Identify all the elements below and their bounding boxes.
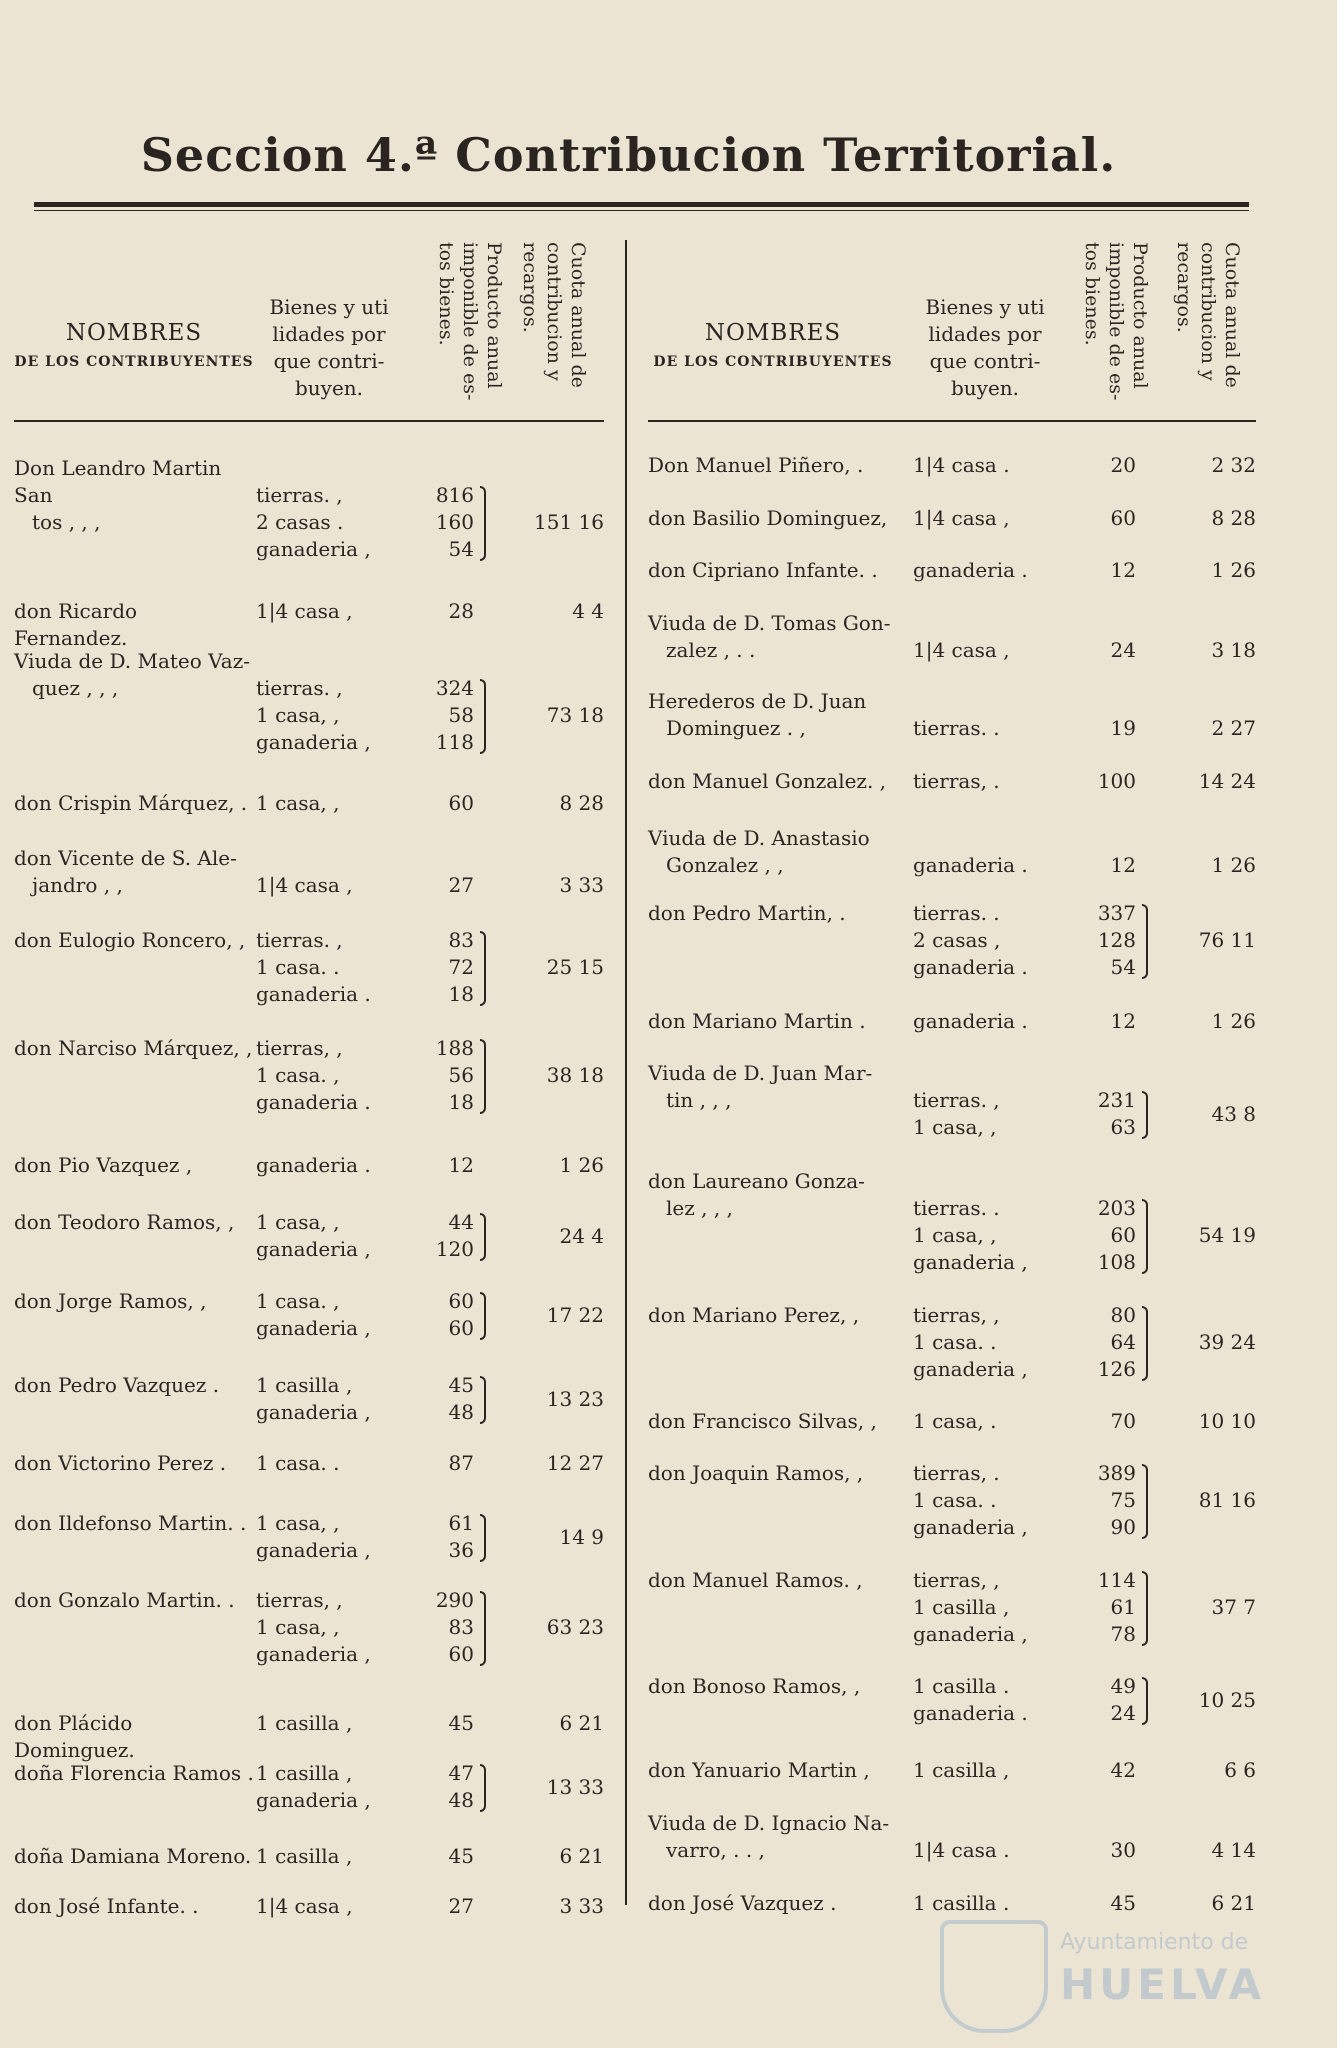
contributor-name [14,1209,254,1236]
cuota-value: 12 27 [546,1451,604,1475]
product-value: 54 [448,537,474,561]
table-header [14,240,604,422]
header-bienes-line: buyen. [294,376,364,400]
contributor-name [648,825,898,879]
property-item: 1 casilla , [256,1761,353,1785]
product-value: 118 [435,730,474,754]
product-value: 45 [448,1844,474,1868]
contributor-name-line: doña Damiana Moreno. [14,1844,252,1868]
property-item: tierras. . [913,1196,1000,1220]
contributor-name [648,1890,898,1917]
contributor-name [14,1893,254,1920]
product-value: 20 [1110,453,1136,477]
contributor-name-line: don Pio Vazquez , [14,1153,193,1177]
cuota-value: 6 21 [1211,1891,1256,1915]
header-bienes-line: que contri- [273,349,385,373]
header-nombres [14,320,254,370]
property-item: 1|4 casa . [913,453,1010,477]
brace [480,679,486,754]
contributor-name-line: varro, . . , [666,1838,765,1862]
contributor-name [14,927,254,954]
product-value: 64 [1110,1330,1136,1354]
watermark-line2: HUELVA [1060,1960,1266,2009]
property-item: ganaderia , [913,1515,1028,1539]
property-item: tierras, , [256,1036,343,1060]
product-value: 389 [1097,1461,1136,1485]
property-item: tierras. . [913,716,1000,740]
product-value: 108 [1097,1250,1136,1274]
contributor-name-line: lez , , , [666,1196,733,1220]
header-producto: Producto anual imponible de es- tos bienes. [1081,242,1151,401]
product-value: 49 [1110,1674,1136,1698]
contributor-name [648,505,898,532]
cuota-value: 63 23 [546,1615,604,1639]
product-value: 47 [448,1761,474,1785]
contributor-name-line: don Ildefonso Martin. . [14,1511,247,1535]
product-value: 48 [448,1400,474,1424]
property-item: ganaderia . [913,558,1028,582]
cuota-value: 54 19 [1198,1223,1256,1247]
cuota-value: 8 28 [559,791,604,815]
contributor-name-line: Viuda de D. Juan Mar- [648,1061,873,1085]
property-item: tierras. , [256,483,343,507]
property-item: 1 casilla , [913,1758,1010,1782]
cuota-value: 1 26 [1211,558,1256,582]
contributor-name [14,1288,254,1315]
product-value: 45 [448,1711,474,1735]
product-value: 324 [435,676,474,700]
product-value: 188 [435,1036,474,1060]
product-value: 120 [435,1237,474,1261]
brace [1142,904,1148,979]
property-item: ganaderia . [913,955,1028,979]
contributor-name [648,1757,898,1784]
contributor-name-line: Don Leandro Martin San [14,456,222,507]
contributor-name [648,610,898,664]
property-item: 1|4 casa . [913,1838,1010,1862]
product-value: 114 [1097,1568,1136,1592]
contributor-name-line: don Mariano Martin . [648,1009,866,1033]
header-bienes-line: Bienes y uti [925,295,1045,319]
product-value: 27 [448,1894,474,1918]
property-item: tierras, . [913,769,1000,793]
contributor-name-line: don Manuel Gonzalez. , [648,769,887,793]
contributor-name-line: don Ricardo Fernandez. [14,599,138,650]
brace [480,1292,486,1340]
product-value: 54 [1110,955,1136,979]
contributor-name-line: don José Vazquez . [648,1891,837,1915]
property-item: 1 casa, , [256,1210,340,1234]
property-item: 1 casa. . [913,1488,997,1512]
contributor-name [648,1008,898,1035]
product-value: 58 [448,703,474,727]
contributor-name [14,1450,254,1477]
contributor-name-line: don Vicente de S. Ale- [14,846,237,870]
property-item: 1 casa, , [913,1115,997,1139]
contributor-name-line: don Manuel Ramos. , [648,1568,863,1592]
brace [480,1514,486,1562]
contributor-name-line: Viuda de D. Mateo Vaz- [14,649,250,673]
property-item: tierras, , [913,1303,1000,1327]
product-value: 83 [448,1615,474,1639]
property-item: 1|4 casa , [913,506,1010,530]
cuota-value: 13 33 [546,1774,604,1799]
contributor-name [14,790,254,817]
product-value: 60 [448,1289,474,1313]
property-item: ganaderia , [913,1250,1028,1274]
property-item: tierras. , [913,1088,1000,1112]
contributor-name-line: don Cipriano Infante. . [648,558,878,582]
cuota-value: 81 16 [1198,1488,1256,1512]
contributor-name [648,1673,898,1700]
property-item: ganaderia , [256,1316,371,1340]
brace [480,931,486,1006]
cuota-value: 6 21 [559,1844,604,1868]
product-value: 60 [448,1642,474,1666]
contributor-name [14,1710,254,1764]
header-rule-thin [34,210,1249,211]
contributor-name-line: don Francisco Silvas, , [648,1409,877,1433]
property-item: tierras. , [256,928,343,952]
property-item: 1|4 casa , [256,873,353,897]
contributor-name-line: don Plácido Dominguez. [14,1711,135,1762]
cuota-value: 37 7 [1211,1595,1256,1619]
header-bienes [910,294,1060,402]
contributor-name [648,1460,898,1487]
product-value: 78 [1110,1622,1136,1646]
cuota-value: 3 33 [559,873,604,897]
header-nombres [648,320,898,370]
cuota-value: 39 24 [1198,1330,1256,1354]
product-value: 12 [1110,853,1136,877]
product-value: 28 [448,599,474,623]
cuota-value: 2 27 [1211,716,1256,740]
contributor-name [14,1510,254,1537]
property-item: 1 casa. , [256,1289,340,1313]
contributor-name [14,1587,254,1614]
right-table [648,240,1256,1915]
header-nombres-sub: DE LOS CONTRIBUYENTES [14,354,254,370]
contributor-name-line: Viuda de D. Ignacio Na- [648,1811,890,1835]
contributor-name [648,1060,898,1114]
contributor-name [648,900,898,927]
product-value: 27 [448,873,474,897]
contributor-name [648,452,898,479]
contributor-name [648,1168,898,1222]
contributor-name-line: don Victorino Perez . [14,1451,227,1475]
property-item: 1 casilla . [913,1674,1010,1698]
cuota-value: 24 4 [559,1223,604,1248]
product-value: 60 [448,1316,474,1340]
property-item: ganaderia , [256,1400,371,1424]
header-rule [34,202,1249,207]
contributor-name-line: doña Florencia Ramos . [14,1761,254,1785]
contributor-name-line: Herederos de D. Juan [648,689,867,713]
cuota-value: 2 32 [1211,453,1256,477]
header-bienes-line: que contri- [929,349,1041,373]
contributor-name-line: don Jorge Ramos, , [14,1289,207,1313]
cuota-value: 25 15 [546,955,604,979]
cuota-value: 1 26 [1211,853,1256,877]
cuota-value: 13 23 [546,1386,604,1411]
header-cuota: Cuota anual de contribucion y recargos. [1173,242,1243,388]
product-value: 61 [448,1511,474,1535]
product-value: 60 [448,791,474,815]
header-producto: Producto anual imponible de es- tos bienes. [435,242,505,401]
property-item: 1 casa. . [256,955,340,979]
contributor-name [648,1567,898,1594]
cuota-value: 6 21 [559,1711,604,1735]
column-divider [625,240,627,1905]
brace [480,1376,486,1424]
property-item: ganaderia , [256,1237,371,1261]
cuota-value: 3 33 [559,1894,604,1918]
header-nombres-title: NOMBRES [704,320,842,346]
contributor-name [14,1372,254,1399]
property-item: 1 casilla , [256,1373,353,1397]
contributor-name [14,845,254,899]
contributor-name-line: Viuda de D. Tomas Gon- [648,611,891,635]
cuota-value: 6 6 [1224,1758,1256,1782]
contributor-name-line: don Crispin Márquez, . [14,791,248,815]
contributor-name [648,1408,898,1435]
property-item: ganaderia , [256,1538,371,1562]
product-value: 60 [1110,1223,1136,1247]
brace [480,1213,486,1261]
header-bienes [254,294,404,402]
property-item: tierras, . [913,1461,1000,1485]
page-title: Seccion 4.ª Contribucion Territorial. [140,128,1117,182]
cuota-value: 38 18 [546,1063,604,1087]
contributor-name-line: don Laureano Gonza- [648,1169,865,1193]
cuota-value: 14 9 [559,1524,604,1549]
product-value: 126 [1097,1357,1136,1381]
cuota-value: 14 24 [1198,769,1256,793]
property-item: 1|4 casa , [913,638,1010,662]
property-item: 1 casa. . [256,1451,340,1475]
product-value: 61 [1110,1595,1136,1619]
cuota-value: 151 16 [534,510,604,534]
contributor-name [14,1843,254,1870]
cuota-value: 1 26 [1211,1009,1256,1033]
header-bienes-line: lidades por [272,322,386,346]
contributor-name-line: quez , , , [32,676,119,700]
product-value: 24 [1110,1701,1136,1725]
brace [480,1039,486,1114]
product-value: 60 [1110,506,1136,530]
brace [1142,1199,1148,1274]
property-item: 1 casa. , [256,1063,340,1087]
cuota-value: 10 10 [1198,1409,1256,1433]
cuota-value: 1 26 [559,1153,604,1177]
product-value: 12 [1110,558,1136,582]
property-item: ganaderia . [256,1153,371,1177]
property-item: 1 casilla , [256,1711,353,1735]
property-item: ganaderia . [913,1009,1028,1033]
property-item: ganaderia . [913,853,1028,877]
contributor-name-line: don José Infante. . [14,1894,199,1918]
product-value: 231 [1097,1088,1136,1112]
contributor-name [648,768,898,795]
property-item: 1 casa, , [256,1615,340,1639]
product-value: 128 [1097,928,1136,952]
cuota-value: 3 18 [1211,638,1256,662]
left-table [14,240,604,1918]
property-item: 2 casas . [256,510,344,534]
watermark-line1: Ayuntamiento de [1060,1930,1249,1955]
contributor-name-line: don Narciso Márquez, , [14,1036,253,1060]
product-value: 18 [448,1090,474,1114]
property-item: 1 casa. . [913,1330,997,1354]
product-value: 63 [1110,1115,1136,1139]
contributor-name-line: don Pedro Vazquez . [14,1373,220,1397]
brace [1142,1464,1148,1539]
product-value: 19 [1110,716,1136,740]
brace [480,1764,486,1812]
product-value: 290 [435,1588,474,1612]
cuota-value: 43 8 [1211,1101,1256,1126]
property-item: ganaderia . [256,982,371,1006]
shield-icon [940,1920,1048,2033]
contributor-name-line: Gonzalez , , [666,853,784,877]
product-value: 44 [448,1210,474,1234]
property-item: 1 casa, , [256,703,340,727]
contributor-name [648,688,898,742]
contributor-name-line: Viuda de D. Anastasio [648,826,870,850]
property-item: ganaderia , [256,537,371,561]
property-item: 1 casilla . [913,1891,1010,1915]
property-item: 1 casilla , [913,1595,1010,1619]
brace [480,1591,486,1666]
contributor-name [14,455,254,536]
contributor-name-line: Don Manuel Piñero, . [648,453,864,477]
product-value: 87 [448,1451,474,1475]
brace [1142,1677,1148,1725]
brace [480,486,486,561]
contributor-name-line: Dominguez . , [666,716,806,740]
property-item: tierras, , [913,1568,1000,1592]
contributor-name-line: tin , , , [666,1088,732,1112]
contributor-name [14,648,254,702]
brace [1142,1091,1148,1139]
contributor-name-line: zalez , . . [666,638,756,662]
contributor-name [14,1035,254,1062]
contributor-name [14,1760,254,1787]
contributor-name-line: don Pedro Martin, . [648,901,846,925]
product-value: 100 [1097,769,1136,793]
contributor-name-line: don Eulogio Roncero, , [14,928,246,952]
product-value: 90 [1110,1515,1136,1539]
brace [1142,1571,1148,1646]
product-value: 337 [1097,901,1136,925]
property-item: ganaderia . [256,1090,371,1114]
cuota-value: 73 18 [546,703,604,727]
header-bienes-line: lidades por [928,322,1042,346]
property-item: tierras. . [913,901,1000,925]
property-item: 1|4 casa , [256,599,353,623]
property-item: 1 casa, . [913,1409,997,1433]
property-item: 1 casa, , [913,1223,997,1247]
contributor-name [14,1152,254,1179]
cuota-value: 4 14 [1211,1838,1256,1862]
contributor-name-line: don Basilio Dominguez, [648,506,888,530]
cuota-value: 8 28 [1211,506,1256,530]
table-header [648,240,1256,422]
cuota-value: 10 25 [1198,1687,1256,1712]
contributor-name-line: jandro , , [32,873,123,897]
product-value: 12 [448,1153,474,1177]
product-value: 70 [1110,1409,1136,1433]
brace [1142,1306,1148,1381]
product-value: 42 [1110,1758,1136,1782]
product-value: 36 [448,1538,474,1562]
cuota-value: 4 4 [572,599,604,623]
property-item: tierras, , [256,1588,343,1612]
property-item: ganaderia , [256,1642,371,1666]
contributor-name-line: don Bonoso Ramos, , [648,1674,861,1698]
property-item: ganaderia , [913,1357,1028,1381]
product-value: 24 [1110,638,1136,662]
property-item: ganaderia , [256,1788,371,1812]
product-value: 816 [435,483,474,507]
property-item: 2 casas , [913,928,1001,952]
contributor-name-line: don Joaquin Ramos, , [648,1461,864,1485]
contributor-name [14,598,254,652]
header-nombres-title: NOMBRES [65,320,203,346]
product-value: 30 [1110,1838,1136,1862]
cuota-value: 17 22 [546,1302,604,1327]
property-item: 1|4 casa , [256,1894,353,1918]
property-item: ganaderia . [913,1701,1028,1725]
contributor-name [648,1810,898,1864]
property-item: ganaderia , [256,730,371,754]
product-value: 75 [1110,1488,1136,1512]
header-nombres-sub: DE LOS CONTRIBUYENTES [653,354,893,370]
product-value: 48 [448,1788,474,1812]
cuota-value: 76 11 [1198,928,1256,952]
property-item: 1 casilla , [256,1844,353,1868]
watermark [930,1920,1270,2030]
contributor-name-line: don Teodoro Ramos, , [14,1210,235,1234]
product-value: 56 [448,1063,474,1087]
product-value: 18 [448,982,474,1006]
product-value: 203 [1097,1196,1136,1220]
product-value: 45 [1110,1891,1136,1915]
product-value: 83 [448,928,474,952]
property-item: tierras. , [256,676,343,700]
header-bienes-line: Bienes y uti [269,295,389,319]
product-value: 45 [448,1373,474,1397]
property-item: ganaderia , [913,1622,1028,1646]
header-cuota: Cuota anual de contribucion y recargos. [519,242,589,388]
contributor-name-line: don Mariano Perez, , [648,1303,860,1327]
contributor-name-line: don Gonzalo Martin. . [14,1588,235,1612]
contributor-name [648,1302,898,1329]
product-value: 160 [435,510,474,534]
product-value: 12 [1110,1009,1136,1033]
contributor-name [648,557,898,584]
property-item: 1 casa, , [256,1511,340,1535]
property-item: 1 casa, , [256,791,340,815]
header-bienes-line: buyen. [950,376,1020,400]
product-value: 80 [1110,1303,1136,1327]
product-value: 72 [448,955,474,979]
contributor-name-line: don Yanuario Martin , [648,1758,870,1782]
contributor-name-line: tos , , , [32,510,101,534]
